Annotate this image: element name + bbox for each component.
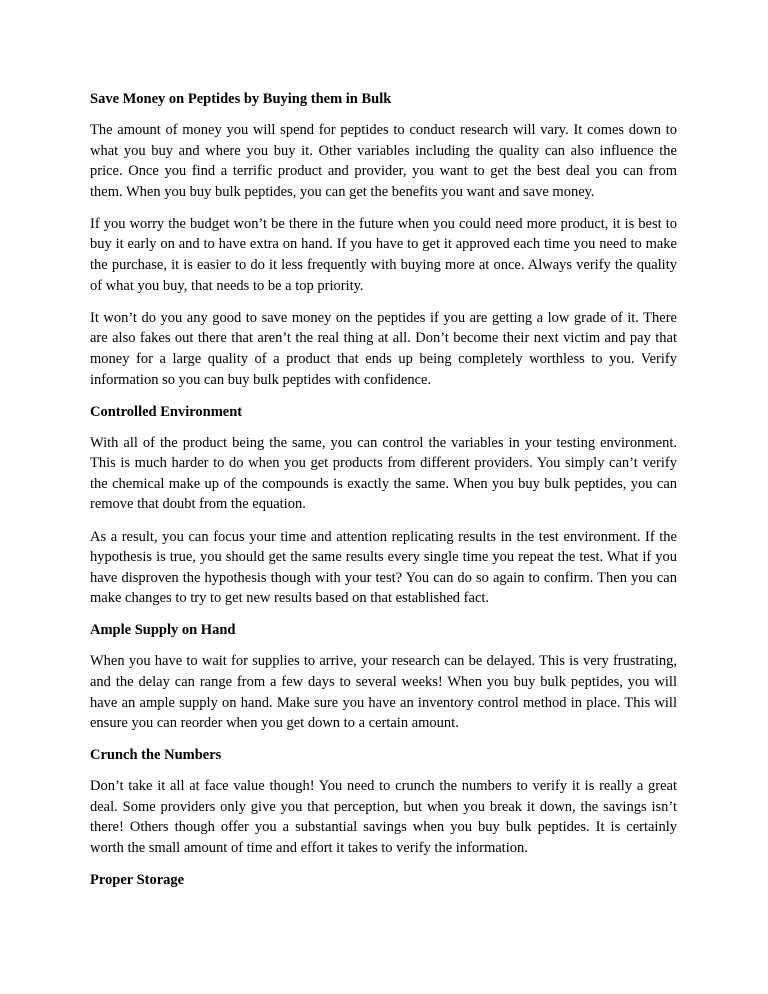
controlled-environment-paragraph-2: As a result, you can focus your time and attention replicating results in the test environment. If the hypothesis is true, you should get the same results every single time you repeat the test. What if you have disproven the hypothesis though with your test? You can do so again to confirm. Then you can make changes to try to get new results based on that established fact. <box>90 528 677 607</box>
crunch-numbers-paragraph-1: Don’t take it all at face value though! You need to crunch the numbers to verify it is really a great deal. Some providers only give you that perception, but when you break it down, the savings isn’t there! Others though offer you a substantial savings when you buy bulk peptides. It is certainly worth the small amount of time and effort it takes to verify the information. <box>90 778 677 857</box>
document-title: Save Money on Peptides by Buying them in Bulk <box>90 91 392 107</box>
intro-paragraph-1: The amount of money you will spend for peptides to conduct research will vary. It comes down to what you buy and where you buy it. Other variables including the quality can also influence the price. Once you find a terrific product and provider, you want to get the best deal you can from them. When you buy bulk peptides, you can get the benefits you want and save money. <box>90 122 677 200</box>
section-heading-ample-supply: Ample Supply on Hand <box>90 622 236 639</box>
section-heading-proper-storage: Proper Storage <box>90 872 185 889</box>
intro-paragraph-2: If you worry the budget won’t be there in the future when you could need more product, it is best to buy it early on and to have extra on hand. If you have to get it approved each time you need to make the purchase, it is easier to do it less frequently with buying more at once. Always verify the quality of what you buy, that needs to be a top priority. <box>90 215 677 294</box>
controlled-environment-paragraph-1: With all of the product being the same, you can control the variables in your testing environment. This is much harder to do when you get products from different providers. You simply can’t verify the chemical make up of the compounds is exactly the same. When you buy bulk peptides, you can remove that doubt from the equation. <box>90 434 677 513</box>
section-heading-crunch-numbers: Crunch the Numbers <box>90 747 222 764</box>
document-page <box>90 89 677 901</box>
section-heading-controlled-environment: Controlled Environment <box>90 403 243 420</box>
ample-supply-paragraph-1: When you have to wait for supplies to arrive, your research can be delayed. This is very frustrating, and the delay can range from a few days to several weeks! When you buy bulk peptides, you will have an ample supply on hand. Make sure you have an inventory control method in place. This will ensure you can reorder when you get down to a certain amount. <box>90 653 677 732</box>
intro-paragraph-3: It won’t do you any good to save money on the peptides if you are getting a low grade of it. There are also fakes out there that aren’t the real thing at all. Don’t become their next victim and pay that money for a large quality of a product that ends up being completely worthless to you. Verify information so you can buy bulk peptides with confidence. <box>90 309 677 388</box>
